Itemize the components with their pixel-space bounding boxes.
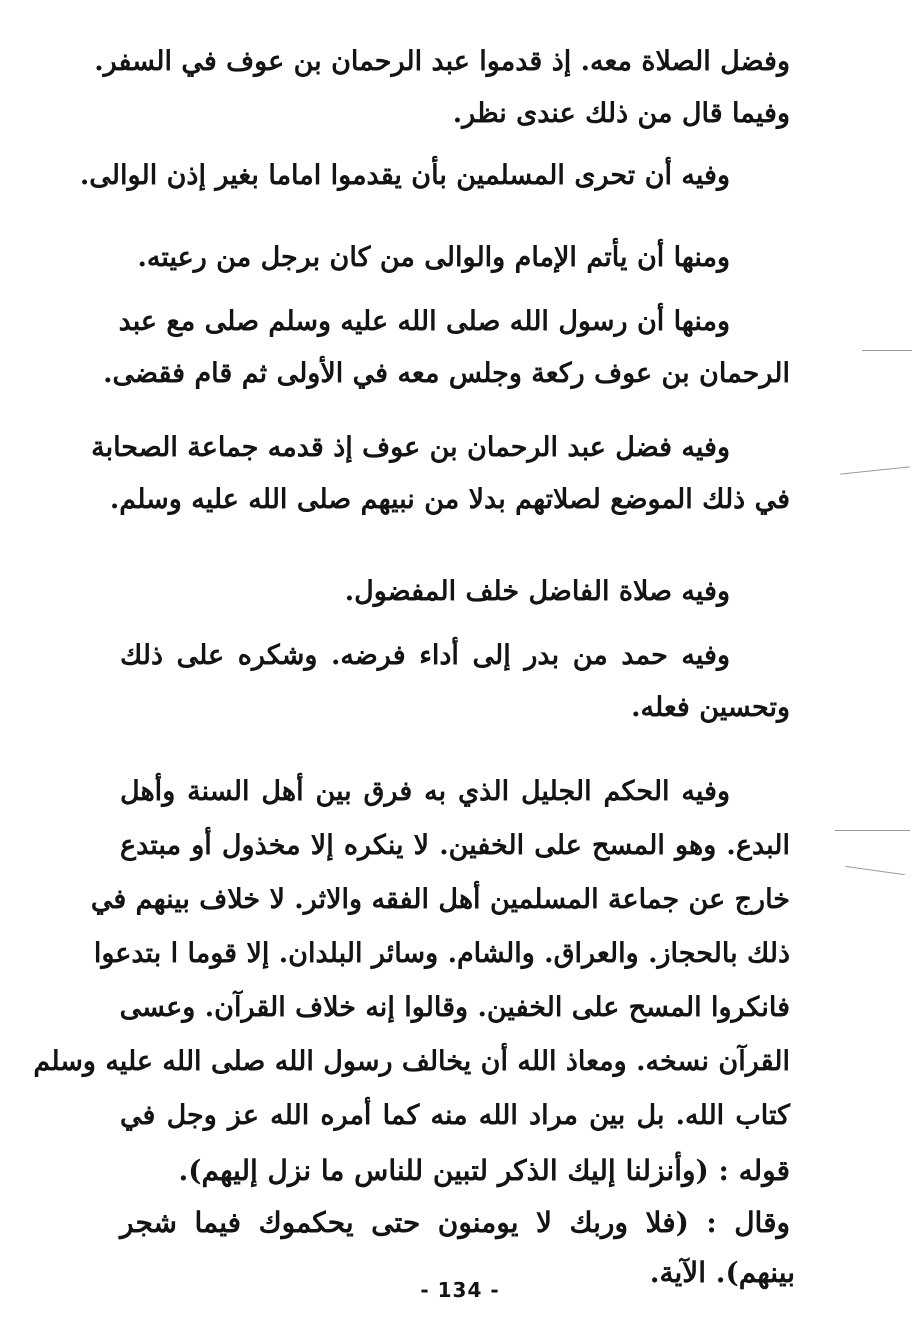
- text-line: البدع. وهو المسح على الخفين. لا ينكره إلا مخذول أو مبتدع: [120, 830, 790, 861]
- text-line: خارج عن جماعة المسلمين أهل الفقه والاثر. لا خلاف بينهم في: [90, 884, 790, 915]
- text-line: في ذلك الموضع لصلاتهم بدلا من نبيهم صلى الله عليه وسلم.: [109, 484, 790, 515]
- quran-verse-line: بينهم). الآية.: [649, 1256, 795, 1289]
- scan-mark: [862, 350, 912, 351]
- text-line: ومنها أن رسول الله صلى الله عليه وسلم صلى مع عبد: [118, 306, 730, 337]
- text-line: وفيما قال من ذلك عندى نظر.: [452, 98, 790, 129]
- scan-mark: [840, 466, 910, 474]
- scan-mark: [835, 830, 910, 831]
- text-line: الرحمان بن عوف ركعة وجلس معه في الأولى ثم قام فقضى.: [103, 358, 790, 389]
- text-line: ذلك بالحجاز. والعراق. والشام. وسائر البلدان. إلا قوما ا بتدعوا: [93, 938, 790, 969]
- text-line: وفيه فضل عبد الرحمان بن عوف إذ قدمه جماعة الصحابة: [91, 432, 730, 463]
- quran-verse-line: وقال : (فلا وربك لا يومنون حتى يحكموك فيما شجر: [120, 1206, 790, 1239]
- text-line: كتاب الله. بل بين مراد الله منه كما أمره الله عز وجل في: [120, 1100, 790, 1131]
- scan-mark: [845, 866, 905, 875]
- text-line: وفيه أن تحرى المسلمين بأن يقدموا اماما بغير إذن الوالى.: [79, 160, 730, 191]
- text-line: القرآن نسخه. ومعاذ الله أن يخالف رسول الله صلى الله عليه وسلم: [33, 1046, 790, 1077]
- quran-verse-line: قوله : (وأنزلنا إليك الذكر لتبين للناس ما نزل إليهم).: [178, 1154, 790, 1187]
- text-line: وفيه حمد من بدر إلى أداء فرضه. وشكره على ذلك: [120, 640, 730, 671]
- text-line: ومنها أن يأتم الإمام والوالى من كان برجل من رعيته.: [137, 242, 730, 273]
- text-line: وفيه الحكم الجليل الذي به فرق بين أهل السنة وأهل: [120, 776, 730, 807]
- text-line: فانكروا المسح على الخفين. وقالوا إنه خلاف القرآن. وعسى: [119, 992, 790, 1023]
- text-line: وتحسين فعله.: [631, 692, 790, 723]
- page-number: - 134 -: [420, 1278, 500, 1302]
- text-line: وفضل الصلاة معه. إذ قدموا عبد الرحمان بن عوف في السفر.: [94, 46, 790, 77]
- text-line: وفيه صلاة الفاضل خلف المفضول.: [344, 576, 730, 607]
